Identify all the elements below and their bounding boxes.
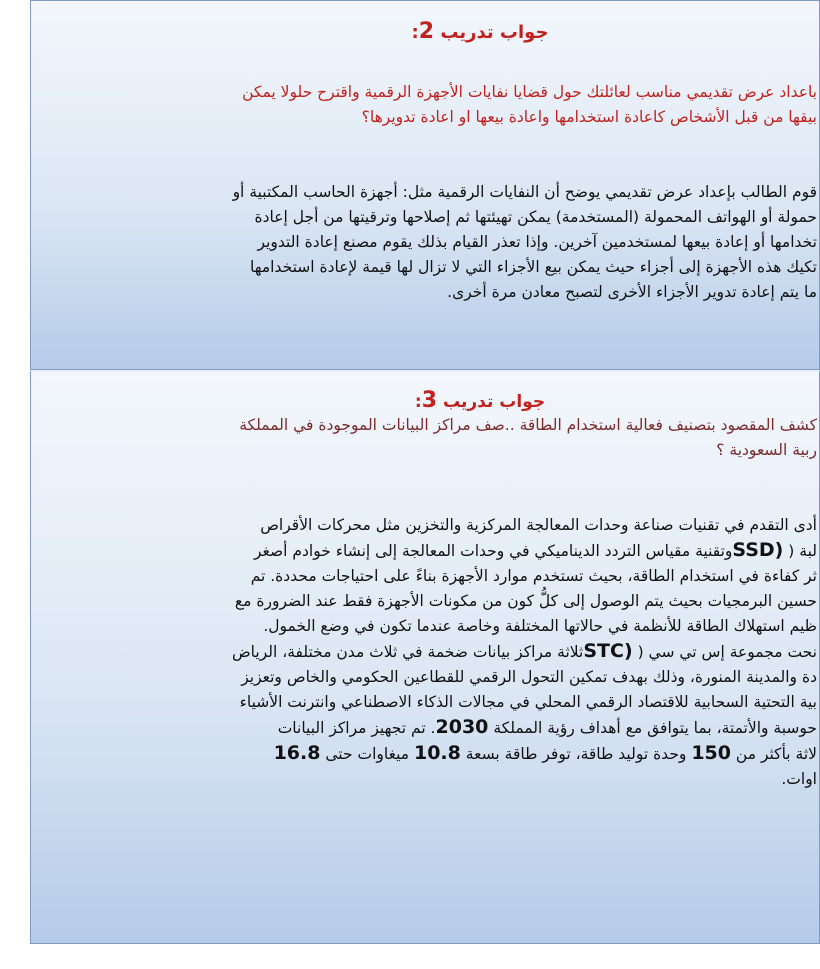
- exercise-3-title: [31, 372, 819, 413]
- text-span: ميغاوات حتى: [320, 745, 414, 763]
- title-colon: :: [411, 22, 419, 43]
- text-span: لبة (: [783, 542, 817, 560]
- title-colon: :: [414, 392, 422, 412]
- exercise-3-panel: [30, 370, 820, 944]
- question-line: كشف المقصود بتصنيف فعالية استخدام الطاقة ..صف مراكز البيانات الموجودة في المملكة: [239, 416, 817, 434]
- answer-line: حمولة أو الهواتف المحمولة (المستخدمة) يمكن تهيئتها ثم إصلاحها وترقيتها من أجل إعادة: [254, 208, 817, 226]
- text-span: نحت مجموعة إس تي سي (: [632, 643, 817, 661]
- question-line: بيقها من قبل الأشخاص كاعادة استخدامها واعادة بيعها او اعادة تدويرها؟: [361, 108, 817, 126]
- question-line: باعداد عرض تقديمي مناسب لعائلتك حول قضايا نفايات الأجهزة الرقمية واقترح حلولا يمكن: [242, 83, 817, 101]
- text-span: . تم تجهيز مراكز البيانات: [277, 719, 436, 737]
- answer-line: دة والمدينة المنورة، وذلك بهدف تمكين التحول الرقمي للقطاعين الحكومي والخاص وتعزيز: [241, 668, 817, 686]
- answer-line: قوم الطالب بإعداد عرض تقديمي يوضح أن النفايات الرقمية مثل: أجهزة الحاسب المكتبية أو: [232, 183, 817, 201]
- vision-year: 2030: [435, 716, 489, 738]
- answer-line: [31, 715, 819, 741]
- answer-line: [31, 538, 819, 564]
- answer-line: ظيم استهلاك الطاقة للأنظمة في حالاتها المختلفة وخاصة عندما تكون في وضع الخمول.: [263, 617, 817, 635]
- title-number: 3: [421, 388, 438, 413]
- question-line: ربية السعودية ؟: [716, 441, 817, 459]
- answer-line: تخدامها أو إعادة بيعها لمستخدمين آخرين. وإذا تعذر القيام بذلك يقوم مصنع إعادة التدوير: [257, 233, 817, 251]
- text-span: ثلاثة مراكز بيانات ضخمة في ثلاث مدن مختلفة، الرياض: [231, 643, 584, 661]
- exercise-2-title: [31, 1, 819, 44]
- answer-line: ما يتم إعادة تدوير الأجزاء الأخرى لتصبح معادن مرة أخرى.: [447, 283, 817, 301]
- text-span: وتقنية مقياس التردد الديناميكي في وحدات المعالجة إلى إنشاء خوادم أصغر: [253, 542, 733, 560]
- title-prefix: جواب تدريب: [440, 22, 549, 43]
- answer-line: [31, 741, 819, 767]
- text-span: لاثة بأكثر من: [731, 745, 817, 763]
- ssd-abbreviation: SSD): [732, 539, 784, 561]
- max-capacity-value: 16.8: [273, 742, 321, 764]
- answer-line: ثر كفاءة في استخدام الطاقة، بحيث تستخدم موارد الأجهزة بناءً على احتياجات محددة. تم: [250, 567, 817, 585]
- answer-line: اوات.: [781, 770, 817, 788]
- answer-line: بية التحتية السحابية للاقتصاد الرقمي المحلي في مجالات الذكاء الاصطناعي وانترنت الأشياء: [239, 693, 817, 711]
- answer-line: حسين البرمجيات بحيث يتم الوصول إلى كلُّ كون من مكونات الأجهزة فقط عند الضرورة مع: [234, 592, 817, 610]
- answer-line: أدى التقدم في تقنيات صناعة وحدات المعالجة المركزية والتخزين مثل محركات الأقراص: [260, 516, 817, 534]
- exercise-2-panel: [30, 0, 820, 370]
- capacity-value: 10.8: [413, 742, 461, 764]
- answer-line: تكيك هذه الأجهزة إلى أجزاء حيث يمكن بيع الأجزاء التي لا تزال لها قيمة لإعادة استخدامها: [250, 258, 817, 276]
- title-prefix: جواب تدريب: [442, 392, 546, 412]
- answer-line: [31, 639, 819, 665]
- units-count: 150: [691, 742, 731, 764]
- title-number: 2: [418, 19, 435, 44]
- stc-abbreviation: STC): [583, 640, 633, 662]
- text-span: وحدة توليد طاقة، توفر طاقة بسعة: [460, 745, 692, 763]
- text-span: حوسبة والأتمتة، بما يتوافق مع أهداف رؤية المملكة: [488, 719, 817, 737]
